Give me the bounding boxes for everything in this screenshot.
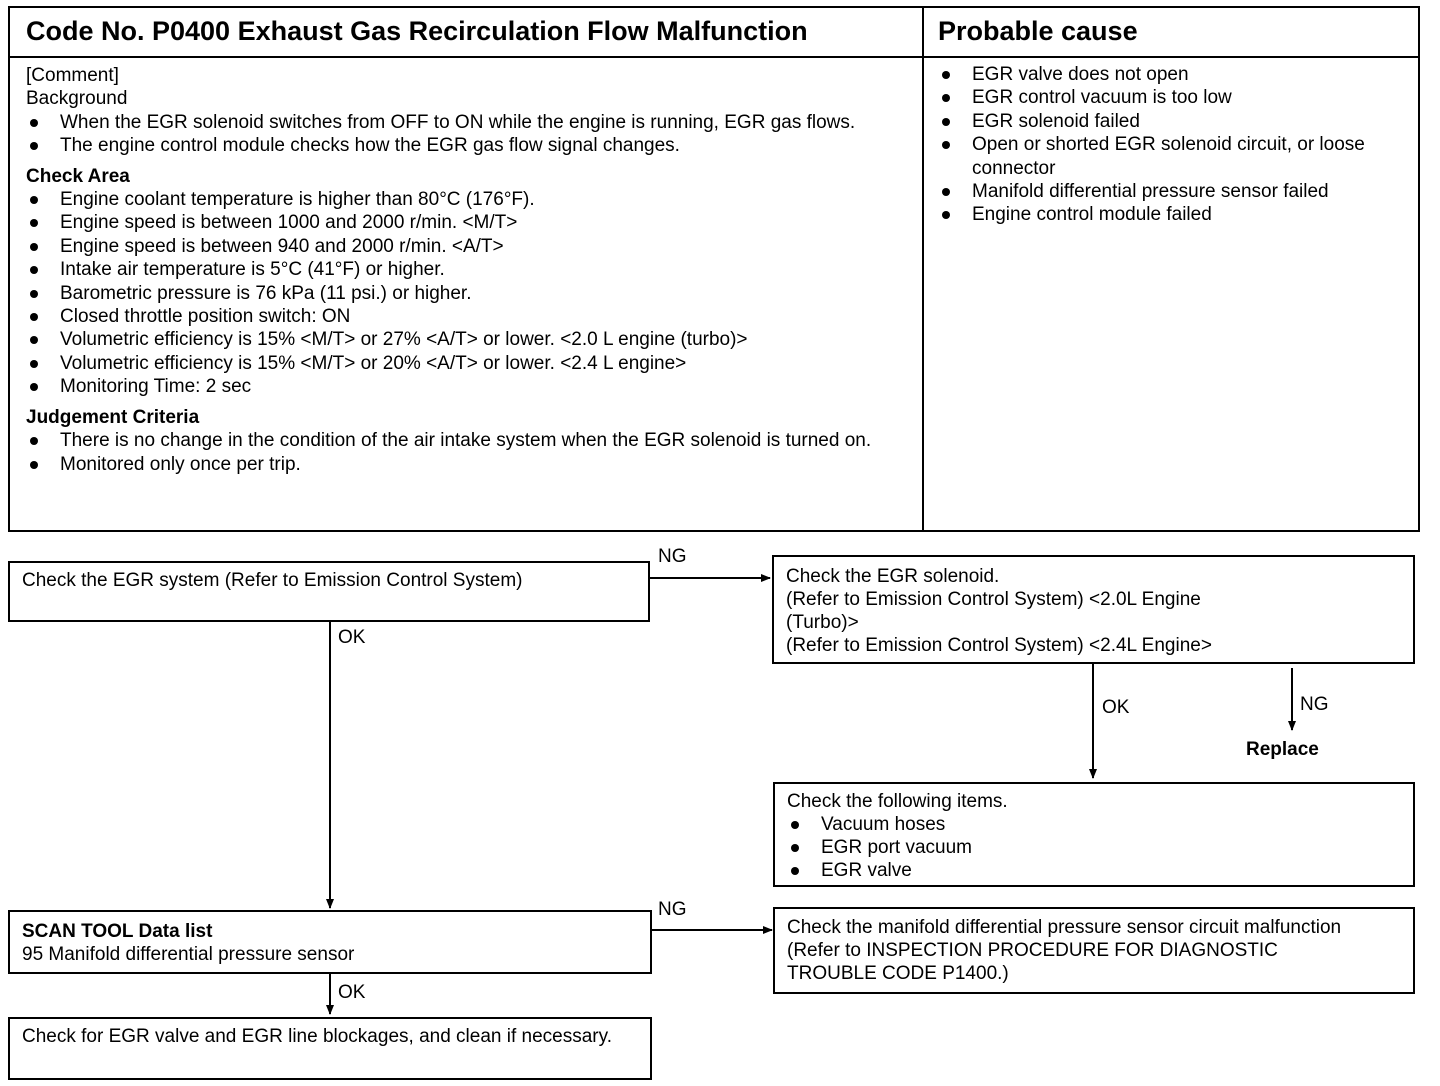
list-item: EGR valve — [787, 859, 1401, 882]
step-text: Check the EGR system (Refer to Emission Control System) — [22, 570, 523, 591]
scan-ng-label: NG — [658, 899, 687, 920]
list-item: EGR solenoid failed — [938, 110, 1408, 133]
list-item: Volumetric efficiency is 15% <M/T> or 20% <A/T> or lower. <2.4 L engine> — [26, 352, 908, 375]
step-title: SCAN TOOL Data list — [22, 921, 213, 942]
step-text: Check for EGR valve and EGR line blockages, and clean if necessary. — [22, 1026, 612, 1047]
step-line: Check the EGR solenoid. — [786, 566, 1000, 587]
list-item: There is no change in the condition of the air intake system when the EGR solenoid is turned on. — [26, 429, 908, 452]
comment-label: [Comment] — [26, 65, 119, 86]
background-label: Background — [26, 88, 128, 110]
list-item: Barometric pressure is 76 kPa (11 psi.) or higher. — [26, 282, 908, 305]
list-item: EGR control vacuum is too low — [938, 86, 1408, 109]
list-item: EGR valve does not open — [938, 63, 1408, 86]
list-item: Monitoring Time: 2 sec — [26, 375, 908, 398]
list-item: The engine control module checks how the EGR gas flow signal changes. — [26, 134, 908, 157]
list-item: Open or shorted EGR solenoid circuit, or loose connector — [938, 133, 1408, 180]
step-title: Check the following items. — [787, 791, 1008, 812]
step-text: 95 Manifold differential pressure sensor — [22, 944, 355, 965]
check-items-list — [787, 813, 1401, 882]
step-check-egr-solenoid — [772, 555, 1415, 664]
list-item: Engine speed is between 940 and 2000 r/min. <A/T> — [26, 235, 908, 258]
step1-ng-label: NG — [658, 546, 687, 567]
solenoid-ok-label: OK — [1102, 697, 1130, 718]
list-item: Engine coolant temperature is higher than 80°C (176°F). — [26, 188, 908, 211]
scan-ok-label: OK — [338, 982, 366, 1003]
list-item: Monitored only once per trip. — [26, 453, 908, 476]
list-item: Vacuum hoses — [787, 813, 1401, 836]
step-line: (Refer to INSPECTION PROCEDURE FOR DIAGNOSTIC — [787, 940, 1278, 961]
check-area-label: Check Area — [26, 165, 130, 187]
replace-label: Replace — [1246, 739, 1319, 760]
list-item: Closed throttle position switch: ON — [26, 305, 908, 328]
step-scan-tool-data-list — [8, 910, 652, 974]
step1-ok-label: OK — [338, 627, 366, 648]
step-line: (Refer to Emission Control System) <2.0L Engine — [786, 589, 1201, 610]
list-item: Manifold differential pressure sensor failed — [938, 180, 1408, 203]
step-check-following-items — [773, 782, 1415, 887]
list-item: EGR port vacuum — [787, 836, 1401, 859]
probable-cause-title: Probable cause — [938, 16, 1138, 46]
solenoid-ng-label: NG — [1300, 694, 1329, 715]
list-item: When the EGR solenoid switches from OFF to ON while the engine is running, EGR gas flows. — [26, 111, 908, 134]
judgement-criteria-label: Judgement Criteria — [26, 406, 200, 428]
step-check-egr-system — [8, 561, 650, 622]
code-title: Code No. P0400 Exhaust Gas Recirculation Flow Malfunction — [26, 16, 808, 46]
list-item: Volumetric efficiency is 15% <M/T> or 27% <A/T> or lower. <2.0 L engine (turbo)> — [26, 328, 908, 351]
list-item: Intake air temperature is 5°C (41°F) or higher. — [26, 258, 908, 281]
step-line: TROUBLE CODE P1400.) — [787, 963, 1009, 984]
list-item: Engine control module failed — [938, 203, 1408, 226]
step-check-egr-blockages — [8, 1017, 652, 1080]
step-check-manifold-sensor-circuit — [773, 907, 1415, 994]
step-line: (Turbo)> — [786, 612, 859, 633]
step-line: Check the manifold differential pressure sensor circuit malfunction — [787, 917, 1342, 938]
list-item: Engine speed is between 1000 and 2000 r/min. <M/T> — [26, 211, 908, 234]
step-line: (Refer to Emission Control System) <2.4L Engine> — [786, 635, 1212, 656]
